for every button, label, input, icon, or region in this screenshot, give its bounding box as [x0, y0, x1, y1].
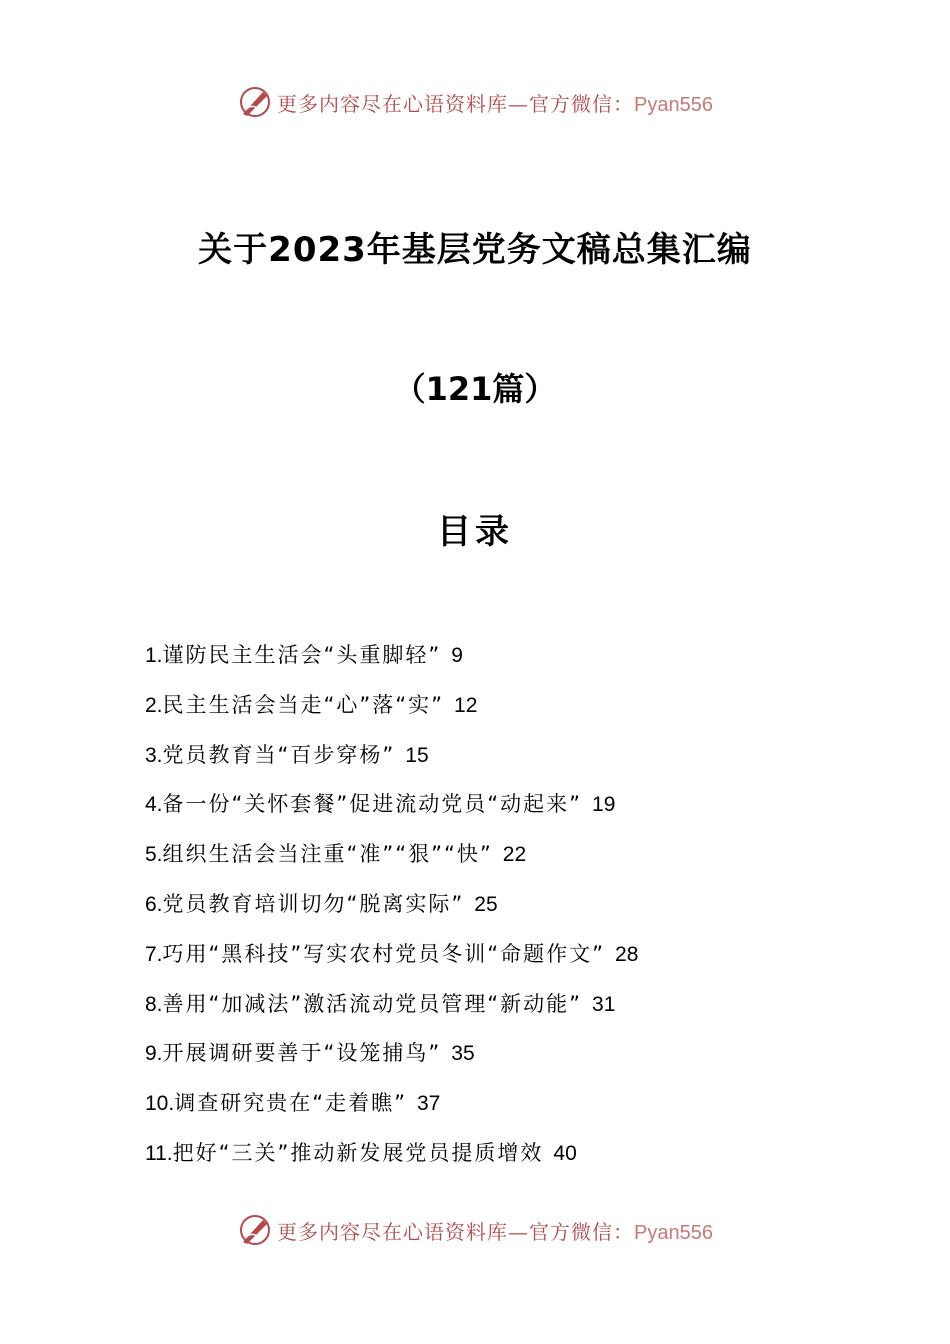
toc-page-number: 40 — [553, 1141, 577, 1165]
toc-item[interactable]: 6.党员教育培训切勿“脱离实际” 25 — [145, 891, 498, 916]
toc-page-number: 15 — [405, 743, 429, 767]
toc-item[interactable]: 7.巧用“黑科技”写实农村党员冬训“命题作文” 28 — [145, 941, 639, 966]
toc-item[interactable]: 2.民主生活会当走“心”落“实” 12 — [145, 692, 478, 717]
wechat-id: Pyan556 — [634, 93, 713, 116]
watermark-footer — [0, 1208, 950, 1252]
toc-page-number: 19 — [592, 793, 616, 817]
toc-page-number: 9 — [451, 644, 463, 667]
watermark-header — [0, 80, 950, 124]
toc-item[interactable]: 1.谨防民主生活会“头重脚轻” 9 — [145, 643, 463, 667]
table-of-contents — [145, 636, 845, 1184]
toc-item[interactable]: 3.党员教育当“百步穿杨” 15 — [145, 742, 429, 767]
toc-page-number: 28 — [615, 942, 639, 966]
pen-seal-icon — [237, 84, 273, 120]
toc-item[interactable]: 4.备一份“关怀套餐”促进流动党员“动起来” 19 — [145, 792, 616, 817]
toc-item[interactable]: 8.善用“加减法”激活流动党员管理“新动能” 31 — [145, 991, 616, 1016]
toc-page-number: 37 — [416, 1092, 441, 1116]
wechat-id: Pyan556 — [634, 1221, 713, 1244]
toc-page-number: 35 — [451, 1042, 475, 1066]
toc-item[interactable]: 9.开展调研要善于“设笼捕鸟” 35 — [145, 1041, 475, 1066]
toc-page-number: 31 — [592, 992, 616, 1016]
watermark-text: 更多内容尽在心语资料库—官方微信：Pyan556 — [277, 91, 713, 116]
toc-item[interactable]: 11.把好“三关”推动新发展党员提质增效 40 — [145, 1140, 577, 1165]
toc-page-number: 22 — [502, 843, 527, 867]
toc-page-number: 12 — [454, 693, 478, 717]
pen-seal-icon — [237, 1212, 273, 1248]
document-subtitle: （121篇） — [393, 370, 557, 408]
toc-item[interactable]: 10.调查研究贵在“走着瞧” 37 — [145, 1091, 441, 1116]
toc-heading: 目录 — [437, 512, 513, 552]
toc-item[interactable]: 5.组织生活会当注重“准”“狠”“快” 22 — [145, 842, 527, 867]
document-title: 关于2023年基层党务文稿总集汇编 — [198, 230, 752, 270]
watermark-text: 更多内容尽在心语资料库—官方微信：Pyan556 — [277, 1219, 713, 1244]
toc-page-number: 25 — [474, 892, 498, 916]
